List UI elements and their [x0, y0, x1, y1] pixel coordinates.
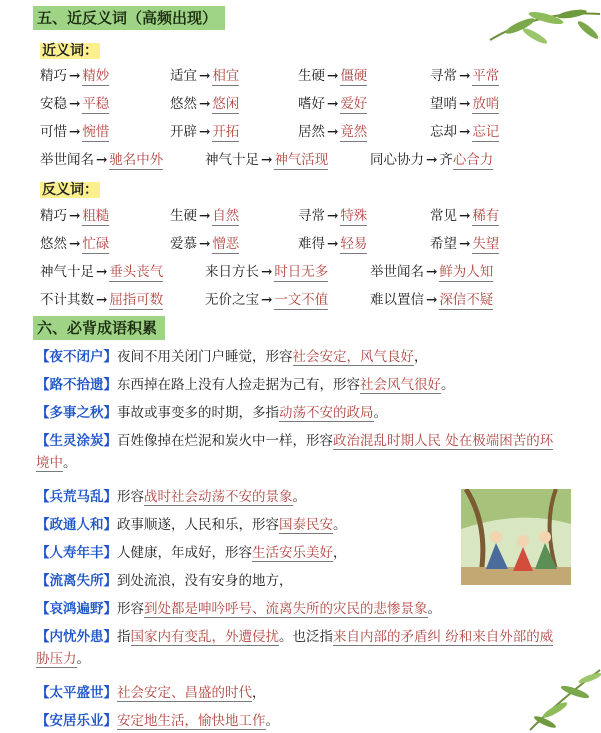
arrow-icon: →: [327, 208, 339, 224]
word: 举世闻名: [370, 264, 424, 280]
word-pair: [430, 92, 499, 112]
arrow-icon: →: [327, 96, 339, 112]
word-pair: [370, 148, 493, 168]
idiom-tag: 【流离失所】: [36, 573, 117, 589]
idiom-key-phrase: 社会安定，风气良好: [292, 349, 414, 365]
word: 举世闻名: [40, 152, 94, 168]
answer: 僵硬: [340, 68, 368, 84]
answer: 鲜为人知: [439, 264, 494, 280]
word-pair: [40, 288, 163, 308]
idiom-key-phrase: 生活安乐美好: [252, 545, 333, 561]
idiom-key-phrase: 动荡不安的政局: [279, 405, 374, 421]
word-pair: [40, 148, 163, 168]
idiom-title: 生灵涂炭: [49, 433, 104, 449]
idiom-punct: 。: [441, 377, 455, 393]
answer: 自然: [212, 208, 240, 224]
arrow-icon: →: [327, 236, 339, 252]
arrow-icon: →: [199, 124, 211, 140]
answer: 爱好: [340, 96, 368, 112]
word-pair: [430, 232, 499, 252]
answer: 忘记: [472, 124, 500, 140]
idiom-entry: [36, 570, 456, 592]
idiom-key-phrase: 国家内有变乱，外遭侵扰: [130, 629, 279, 645]
idiom-title: 内忧外患: [49, 629, 104, 645]
idiom-tag: 【夜不闭户】: [36, 349, 117, 365]
idiom-entry: [36, 402, 566, 424]
answer: 神气活现: [274, 152, 329, 168]
word: 来日方长: [205, 264, 259, 280]
word: 忘却: [430, 124, 457, 140]
word-pair: [170, 204, 239, 224]
arrow-icon: →: [69, 236, 81, 252]
arrow-icon: →: [426, 264, 438, 280]
idiom-key-phrase: 国泰民安: [279, 517, 333, 533]
idiom-punct: ，: [252, 685, 266, 701]
word-pair: [430, 64, 499, 84]
word: 希望: [430, 236, 457, 252]
idiom-entry: [36, 682, 566, 704]
idiom-definition: 形容: [117, 601, 144, 617]
idiom-entry: [36, 710, 566, 732]
synonyms-label-text: 近义词：: [42, 43, 98, 59]
word-pair: [40, 64, 109, 84]
idiom-definition: 指: [117, 629, 131, 645]
word-pair: [40, 232, 109, 252]
arrow-icon: →: [199, 236, 211, 252]
answer: 深信不疑: [439, 292, 494, 308]
arrow-icon: →: [199, 208, 211, 224]
idiom-tag: 【兵荒马乱】: [36, 489, 117, 505]
idiom-definition: 夜间不用关闭门户睡觉，形容: [117, 349, 293, 365]
answer: 轻易: [340, 236, 368, 252]
answer: 垂头丧气: [109, 264, 164, 280]
idiom-title: 政通人和: [49, 517, 104, 533]
bamboo-top-right-decoration: [480, 0, 601, 60]
idiom-definition: 形容: [117, 489, 144, 505]
answer: 精妙: [82, 68, 110, 84]
word: 精巧: [40, 208, 67, 224]
arrow-icon: →: [69, 68, 81, 84]
word: 爱慕: [170, 236, 197, 252]
arrow-icon: →: [459, 96, 471, 112]
word-pair: [370, 260, 493, 280]
idiom-definition: 东西掉在路上没有人捡走据为己有，形容: [117, 377, 360, 393]
idiom-entry: [36, 430, 566, 474]
idiom-key-phrase-2: 来自内部的矛盾纠 纷和来自外部的威胁压力: [36, 629, 554, 667]
word: 常见: [430, 208, 457, 224]
word-pair: [170, 64, 239, 84]
arrow-icon: →: [69, 124, 81, 140]
scholars-illustration: [461, 489, 571, 585]
answer: 相宜: [212, 68, 240, 84]
word: 悠然: [170, 96, 197, 112]
word: 寻常: [430, 68, 457, 84]
idiom-key-phrase: 安定地生活，愉快地工作: [117, 713, 266, 729]
word: 无价之宝: [205, 292, 259, 308]
arrow-icon: →: [459, 124, 471, 140]
word-pair: [298, 64, 367, 84]
idiom-punct: 。: [63, 455, 77, 471]
idiom-key-phrase: 社会风气很好: [360, 377, 441, 393]
word-pair: [430, 204, 499, 224]
word-pair: [40, 260, 163, 280]
idiom-title: 流离失所: [49, 573, 104, 589]
idiom-title: 太平盛世: [49, 685, 104, 701]
idiom-tag: 【政通人和】: [36, 517, 117, 533]
idiom-entry: [36, 346, 566, 368]
answer: 平常: [472, 68, 500, 84]
answer: 失望: [472, 236, 500, 252]
idiom-tag: 【安居乐业】: [36, 713, 117, 729]
idiom-key-phrase: 战时社会动荡不安的景象: [144, 489, 293, 505]
word: 生硬: [298, 68, 325, 84]
word: 适宜: [170, 68, 197, 84]
idiom-punct: 。: [373, 405, 387, 421]
arrow-icon: →: [96, 152, 108, 168]
word: 神气十足: [40, 264, 94, 280]
word-pair: [430, 120, 499, 140]
word: 难以置信: [370, 292, 424, 308]
arrow-icon: →: [199, 96, 211, 112]
word: 神气十足: [205, 152, 259, 168]
word-pair: [298, 120, 367, 140]
idiom-punct: 。也泛指: [279, 629, 333, 645]
answer: 忙碌: [82, 236, 110, 252]
word-pair: [205, 288, 328, 308]
arrow-icon: →: [261, 292, 273, 308]
idiom-entry: [36, 542, 456, 564]
arrow-icon: →: [426, 292, 438, 308]
word-pair: [40, 120, 109, 140]
idiom-entry: [36, 598, 456, 620]
idiom-entry: [36, 514, 456, 536]
answer: 悠闲: [212, 96, 240, 112]
idiom-key-phrase: 社会安定、昌盛的时代: [117, 685, 252, 701]
answer: 稀有: [472, 208, 500, 224]
idiom-entry: [36, 374, 566, 396]
idiom-title: 哀鸿遍野: [49, 601, 104, 617]
idiom-definition: 事故或事变多的时期，多指: [117, 405, 279, 421]
idiom-punct: 。: [292, 489, 306, 505]
answer-underlined: 心合力: [452, 152, 494, 168]
synonyms-label: [40, 40, 100, 60]
arrow-icon: →: [327, 68, 339, 84]
word-pair: [40, 92, 109, 112]
idiom-punct: ，: [333, 545, 347, 561]
word: 可惜: [40, 124, 67, 140]
arrow-icon: →: [69, 208, 81, 224]
word-pair: [205, 260, 328, 280]
word: 同心协力: [370, 152, 424, 168]
idiom-tag: 【路不拾遗】: [36, 377, 117, 393]
idiom-title: 路不拾遗: [49, 377, 104, 393]
answer: 一文不值: [274, 292, 329, 308]
word: 不计其数: [40, 292, 94, 308]
arrow-icon: →: [96, 264, 108, 280]
antonyms-label: [40, 179, 100, 199]
idiom-tag: 【人寿年丰】: [36, 545, 117, 561]
idiom-punct: ，: [414, 349, 428, 365]
word: 安稳: [40, 96, 67, 112]
word-pair: [40, 204, 109, 224]
idiom-key-phrase: 政治混乱时期人民 处在极端困苦的环境中: [36, 433, 554, 471]
idiom-tag: 【多事之秋】: [36, 405, 117, 421]
word-pair: [298, 204, 367, 224]
word-pair: [370, 288, 493, 308]
idiom-tag: 【内忧外患】: [36, 629, 117, 645]
word: 开辟: [170, 124, 197, 140]
arrow-icon: →: [96, 292, 108, 308]
idiom-definition: 人健康，年成好，形容: [117, 545, 252, 561]
arrow-icon: →: [459, 236, 471, 252]
arrow-icon: →: [69, 96, 81, 112]
answer: 开拓: [212, 124, 240, 140]
answer: 粗糙: [82, 208, 110, 224]
section-5-heading: 五、近反义词（高频出现）: [33, 6, 225, 30]
arrow-icon: →: [459, 68, 471, 84]
answer: 憎恶: [212, 236, 240, 252]
idiom-entry: [36, 626, 566, 670]
idiom-punct: 。: [265, 713, 279, 729]
word: 望哨: [430, 96, 457, 112]
idiom-title: 兵荒马乱: [49, 489, 104, 505]
idiom-tag: 【生灵涂炭】: [36, 433, 117, 449]
word: 难得: [298, 236, 325, 252]
word-pair: [170, 232, 239, 252]
idiom-title: 夜不闭户: [49, 349, 104, 365]
arrow-icon: →: [426, 152, 438, 168]
idiom-punct: 。: [333, 517, 347, 533]
arrow-icon: →: [459, 208, 471, 224]
word: 精巧: [40, 68, 67, 84]
word: 嗜好: [298, 96, 325, 112]
idiom-punct: 。: [427, 601, 441, 617]
answer: 平稳: [82, 96, 110, 112]
idiom-key-phrase: 到处都是呻吟呼号、流离失所的灾民的悲惨景象: [144, 601, 428, 617]
answer: 惋惜: [82, 124, 110, 140]
word-pair: [170, 92, 239, 112]
word-pair: [170, 120, 239, 140]
arrow-icon: →: [261, 152, 273, 168]
idiom-entry: [36, 486, 456, 508]
answer: 时日无多: [274, 264, 329, 280]
idiom-title: 安居乐业: [49, 713, 104, 729]
word-pair: [298, 232, 367, 252]
idiom-title: 人寿年丰: [49, 545, 104, 561]
arrow-icon: →: [199, 68, 211, 84]
section-6-heading: 六、必背成语积累: [33, 316, 165, 340]
arrow-icon: →: [261, 264, 273, 280]
arrow-icon: →: [327, 124, 339, 140]
idiom-tag: 【哀鸿遍野】: [36, 601, 117, 617]
answer: 驰名中外: [109, 152, 164, 168]
answer: 特殊: [340, 208, 368, 224]
word: 生硬: [170, 208, 197, 224]
word: 寻常: [298, 208, 325, 224]
answer: 放哨: [472, 96, 500, 112]
word-pair: [298, 92, 367, 112]
idiom-definition: 到处流浪，没有安身的地方，: [117, 573, 293, 589]
idiom-title: 多事之秋: [49, 405, 104, 421]
answer-prefix: 齐: [439, 152, 453, 168]
idiom-definition: 政事顺遂，人民和乐，形容: [117, 517, 279, 533]
idiom-punct-2: 。: [76, 651, 90, 667]
idiom-definition: 百姓像掉在烂泥和炭火中一样，形容: [117, 433, 333, 449]
word: 居然: [298, 124, 325, 140]
word: 悠然: [40, 236, 67, 252]
answer: 屈指可数: [109, 292, 164, 308]
word-pair: [205, 148, 328, 168]
answer: 竟然: [340, 124, 368, 140]
idiom-tag: 【太平盛世】: [36, 685, 117, 701]
antonyms-label-text: 反义词：: [42, 182, 98, 198]
